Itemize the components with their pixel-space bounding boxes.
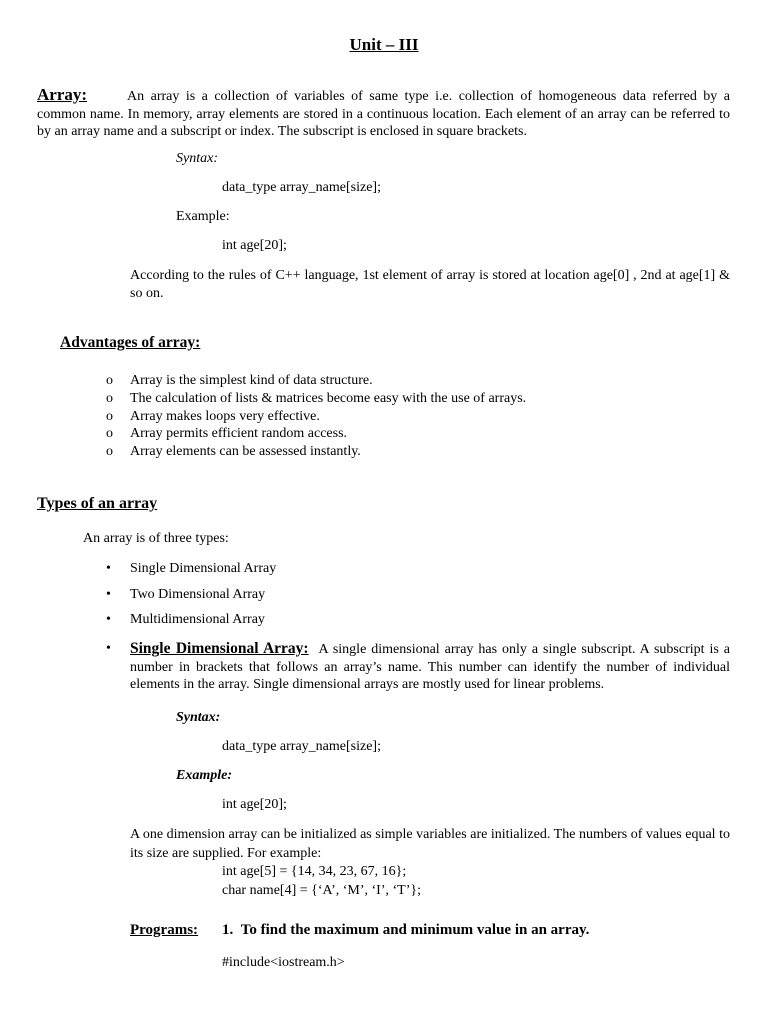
list-item: o Array makes loops very effective. [106, 408, 320, 424]
array-definition-rest: a common name. In memory, array elements are stored in a continuous location. Each element of an array can be referred to by an array name and a subscript or index. The subscript is enclosed in square brackets. [37, 89, 731, 139]
single-example-label: Example: [176, 768, 232, 783]
advantages-list [106, 372, 527, 461]
types-intro: An array is of three types: [83, 531, 229, 546]
circle-bullet-icon: o [106, 373, 113, 388]
syntax-label: Syntax: [176, 151, 218, 166]
list-item: • Single Dimensional Array [130, 556, 276, 582]
single-example-code: int age[20]; [222, 797, 287, 812]
example-code: int age[20]; [222, 238, 287, 253]
init-code-line-2: char name[4] = {‘A’, ‘M’, ‘I’, ‘T’}; [222, 883, 421, 898]
programs-label: Programs: [130, 922, 199, 938]
list-item: o Array elements can be assessed instantly. [106, 444, 361, 460]
array-note: According to the rules of C++ language, 1st element of array is stored at location age[0] , 2nd at age[1] & so on. [130, 268, 730, 301]
circle-bullet-icon: o [106, 426, 113, 442]
array-heading: Array: [37, 85, 88, 104]
array-section [37, 86, 730, 141]
list-item: • Multidimensional Array [130, 607, 276, 633]
code-line: #include<iostream.h> [222, 955, 345, 970]
single-dimensional-heading: Single Dimensional Array: [130, 640, 309, 657]
circle-bullet-icon: o [106, 390, 113, 406]
list-item: • Two Dimensional Array [130, 582, 276, 608]
bullet-icon: • [106, 641, 111, 656]
single-syntax-code: data_type array_name[size]; [222, 739, 381, 754]
example-label: Example: [176, 209, 230, 224]
list-item: o The calculation of lists & matrices become easy with the use of arrays. [106, 390, 527, 406]
single-dimensional-description: Single Dimensional Array: A single dimensional array has only a single subscript. A subscript is a number in brackets that follows an array’s name. This number can identify the number of individual elements in the array. Single dimensional arrays are mostly used for linear problems. [130, 640, 731, 692]
page-title: Unit – III [349, 35, 419, 54]
circle-bullet-icon: o [106, 408, 113, 424]
array-definition [37, 86, 730, 141]
bullet-icon: • [106, 612, 111, 627]
initialization-text: A one dimension array can be initialized as simple variables are initialized. The numbers of values equal to its size are supplied. For example: [130, 827, 730, 861]
array-definition-first: An array is a collection of variables of same type i.e. collection of homogeneous data referred by [127, 89, 718, 104]
advantages-heading: Advantages of array: [60, 334, 201, 351]
list-item: o Array permits efficient random access. [106, 426, 348, 442]
single-syntax-label: Syntax: [176, 710, 221, 725]
bullet-icon: • [106, 586, 111, 602]
types-heading: Types of an array [37, 495, 158, 512]
program-item [222, 922, 589, 939]
syntax-code: data_type array_name[size]; [222, 180, 381, 195]
types-list [106, 556, 277, 633]
list-item: o Array is the simplest kind of data structure. [106, 373, 373, 388]
program-title: To find the maximum and minimum value in an array. [240, 922, 590, 938]
bullet-icon: • [106, 561, 111, 576]
init-code-line-1: int age[5] = {14, 34, 23, 67, 16}; [222, 864, 407, 879]
circle-bullet-icon: o [106, 444, 113, 460]
program-number: 1. [222, 922, 234, 938]
